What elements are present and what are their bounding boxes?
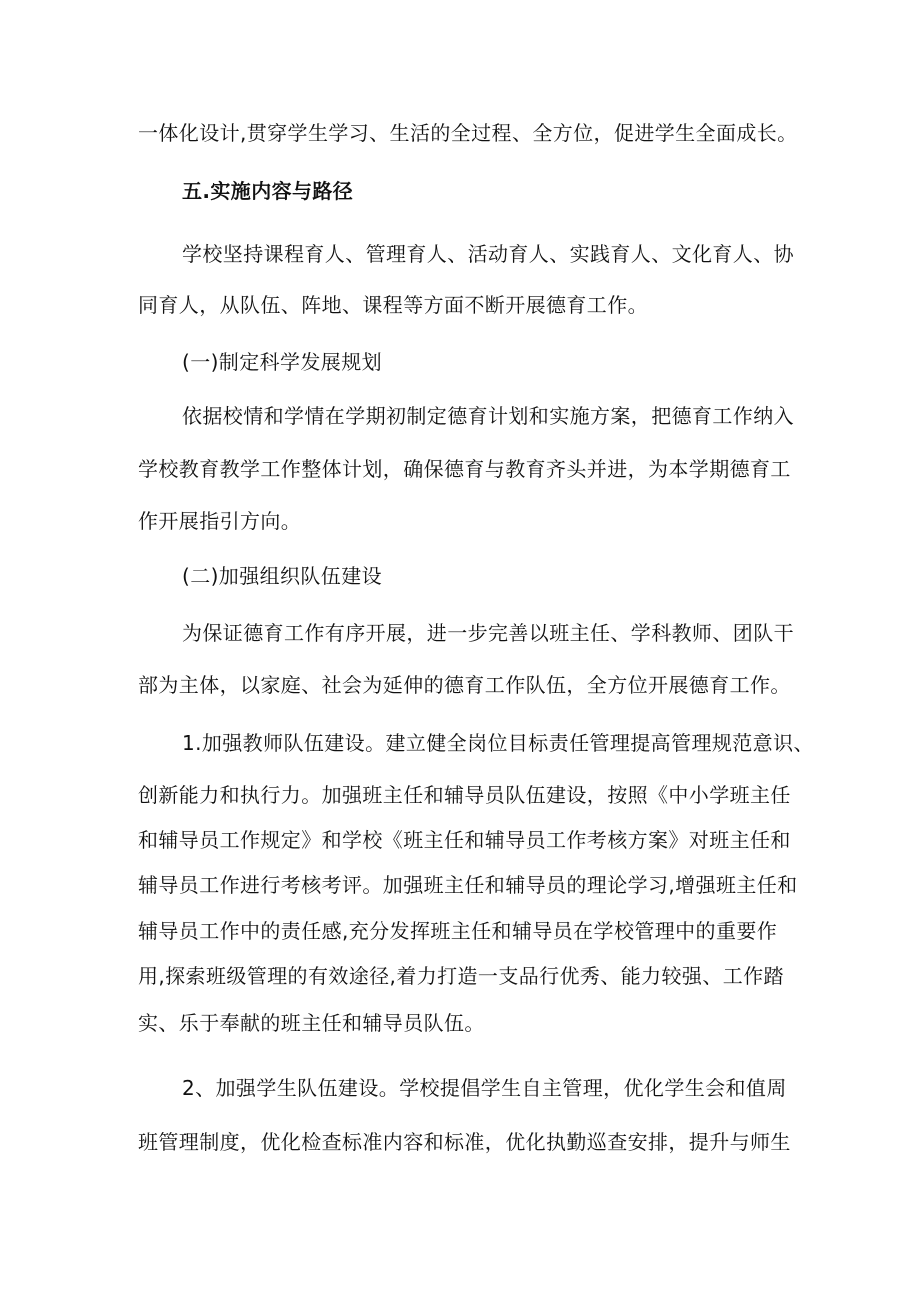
paragraph-line: 为保证德育工作有序开展，进一步完善以班主任、学科教师、团队干 [182,621,794,645]
section-heading: 五.实施内容与路径 [182,179,354,203]
subsection-heading: (二)加强组织队伍建设 [182,564,383,588]
paragraph-line: 创新能力和执行力。加强班主任和辅导员队伍建设，按照《中小学班主任 [138,783,791,807]
paragraph-line: 用,探索班级管理的有效途径,着力打造一支品行优秀、能力较强、工作踏 [138,964,784,988]
paragraph-line: 部为主体，以家庭、社会为延伸的德育工作队伍，全方位开展德育工作。 [138,673,791,697]
subsection-heading: (一)制定科学发展规划 [182,350,383,374]
paragraph-line: 同育人，从队伍、阵地、课程等方面不断开展德育工作。 [138,293,648,317]
paragraph-line: 一体化设计,贯穿学生学习、生活的全过程、全方位，促进学生全面成长。 [138,121,798,145]
paragraph-line: 班管理制度，优化检查标准内容和标准，优化执勤巡查安排，提升与师生 [138,1130,791,1154]
paragraph-line: 学校坚持课程育人、管理育人、活动育人、实践育人、文化育人、协 [182,242,794,266]
paragraph-line: 作开展指引方向。 [138,509,302,533]
paragraph-line: 辅导员工作中的责任感,充分发挥班主任和辅导员在学校管理中的重要作 [138,919,778,943]
paragraph-line: 依据校情和学情在学期初制定德育计划和实施方案，把德育工作纳入 [182,404,794,428]
paragraph-line: 实、乐于奉献的班主任和辅导员队伍。 [138,1011,485,1035]
paragraph-line: 1.加强教师队伍建设。建立健全岗位目标责任管理提高管理规范意识、 [182,731,814,755]
paragraph-line: 辅导员工作进行考核考评。加强班主任和辅导员的理论学习,增强班主任和 [138,873,798,897]
paragraph-line: 2、加强学生队伍建设。学校提倡学生自主管理，优化学生会和值周 [182,1076,787,1100]
paragraph-line: 和辅导员工作规定》和学校《班主任和辅导员工作考核方案》对班主任和 [138,828,791,852]
paragraph-line: 学校教育教学工作整体计划，确保德育与教育齐头并进，为本学期德育工 [138,457,791,481]
